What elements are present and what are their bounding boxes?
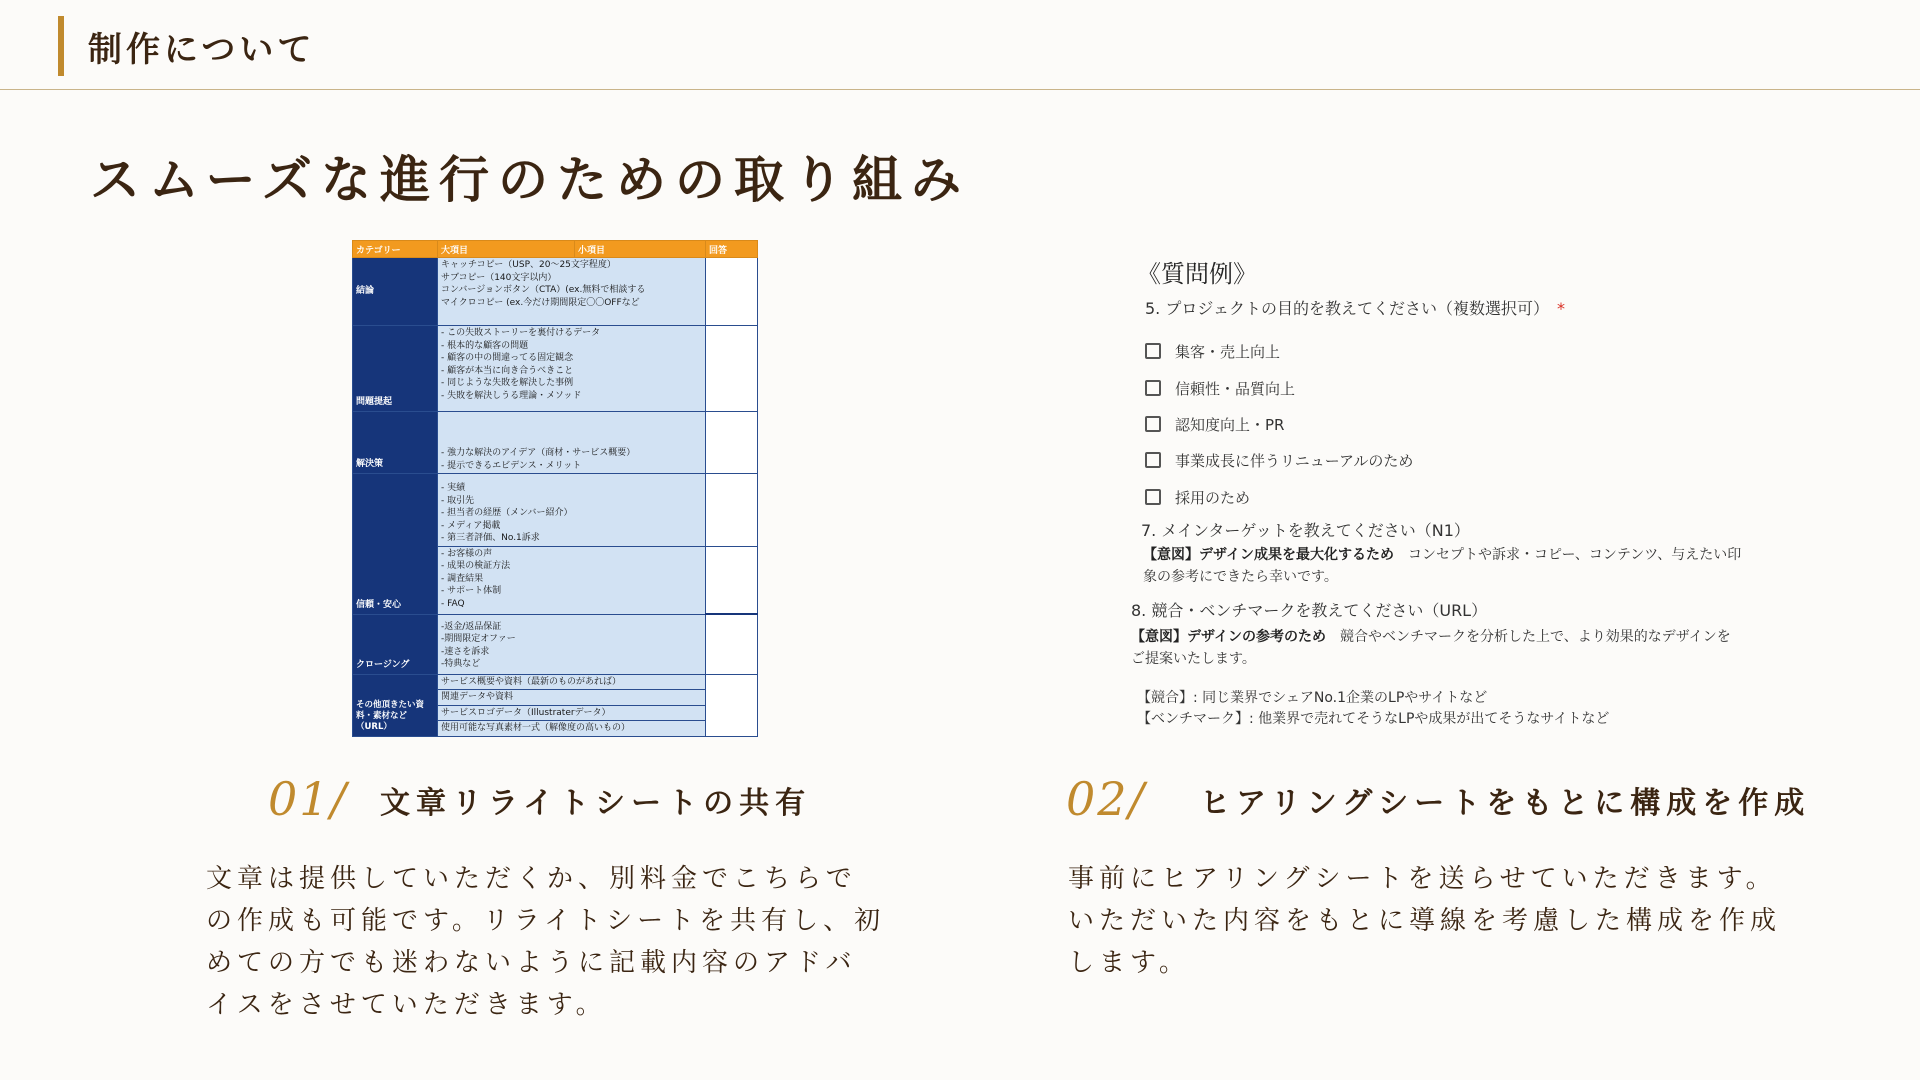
question-8: 8. 競合・ベンチマークを教えてください（URL） <box>1131 601 1488 620</box>
intent-text: 競合やベンチマークを分析した上で、より効果的なデザインをご提案いたします。 <box>1131 629 1731 667</box>
checkbox-icon[interactable] <box>1145 416 1161 432</box>
sheet-answer-cell <box>706 546 758 614</box>
sheet-row <box>353 674 758 736</box>
benchmark-note: 【ベンチマーク】: 他業界で売れてそうなLPや成果が出てそうなサイトなど <box>1137 711 1610 727</box>
intent-text: コンセプトや訴求・コピー、コンテンツ、与えたい印象の参考にできたら幸いです。 <box>1143 547 1742 585</box>
sheet-item: - この失敗ストーリーを裏付けるデータ <box>441 328 601 338</box>
sheet-item: - 顧客の中の間違ってる固定観念 <box>441 353 574 363</box>
checkbox-option[interactable] <box>1145 447 1413 473</box>
sheet-items <box>438 474 706 547</box>
sheet-header-row <box>353 241 758 258</box>
sheet-item: - 顧客が本当に向き合うべきこと <box>441 365 574 376</box>
sheet-col-answer: 回答 <box>706 241 758 258</box>
sheet-item: - 失敗を解決しうる理論・メソッド <box>441 390 582 401</box>
sheet-items <box>438 614 706 674</box>
sheet-item: 関連データや資料 <box>438 690 705 706</box>
sheet-item: マイクロコピー (ex.今だけ期間限定〇〇OFFなど <box>441 297 640 308</box>
checkbox-option[interactable] <box>1145 375 1295 401</box>
sheet-answer-cell <box>706 614 758 674</box>
sheet-item: - 強力な解決のアイデア（商材・サービス概要） <box>441 448 636 458</box>
header-accent-bar <box>58 16 64 76</box>
sheet-item: - サポート体制 <box>441 586 502 596</box>
competitor-note: 【競合】: 同じ業界でシェアNo.1企業のLPやサイトなど <box>1137 690 1488 706</box>
feature-desc-02: 事前にヒアリングシートを送らせていただきます。いただいた内容をもとに導線を考慮した構成を作成します。 <box>1068 864 1782 978</box>
sheet-item: - 実績 <box>441 483 466 493</box>
sheet-answer-cell <box>706 474 758 547</box>
sheet-items <box>438 674 706 736</box>
sheet-item: 使用可能な写真素材一式（解像度の高いもの） <box>441 723 631 733</box>
sheet-category: その他頂きたい資料・素材など（URL） <box>353 674 438 736</box>
checkbox-icon[interactable] <box>1145 380 1161 396</box>
feature-title-01: 文章リライトシートの共有 <box>380 786 812 821</box>
sheet-item: サブコピー（140文字以内） <box>441 272 557 283</box>
sheet-item: - 成果の検証方法 <box>441 561 511 571</box>
checkbox-option[interactable] <box>1145 338 1280 364</box>
checkbox-icon[interactable] <box>1145 489 1161 505</box>
feature-number-01: 01/ <box>268 772 349 826</box>
checkbox-icon[interactable] <box>1145 343 1161 359</box>
sheet-row <box>353 474 758 547</box>
question-7-intent <box>1143 544 1743 588</box>
sheet-items <box>438 326 706 412</box>
hearing-sheet-example <box>1125 248 1765 738</box>
rewrite-sheet-image <box>352 240 757 735</box>
header-divider <box>0 89 1920 90</box>
sheet-col-category: カテゴリー <box>353 241 438 258</box>
sheet-item: - 調査結果 <box>441 573 484 584</box>
sheet-col-major: 大項目 <box>438 241 575 258</box>
header-title: 制作について <box>88 30 316 70</box>
sheet-item: キャッチコピー（USP、20〜25文字程度） <box>441 260 616 270</box>
sheet-row <box>353 326 758 412</box>
sheet-answer-cell <box>706 258 758 326</box>
checkbox-icon[interactable] <box>1145 452 1161 468</box>
sheet-item: - 第三者評価、No.1訴求 <box>441 533 540 543</box>
checkbox-option[interactable] <box>1145 411 1284 437</box>
question-8-intent <box>1131 626 1731 670</box>
feature-number-02: 02/ <box>1066 772 1147 826</box>
sheet-item: - 担当者の経歴（メンバー紹介） <box>441 508 573 518</box>
sheet-items <box>438 546 706 614</box>
sheet-item: -期間限定オファー <box>441 634 516 644</box>
sheet-col-minor: 小項目 <box>575 241 706 258</box>
sheet-category: 信頼・安心 <box>353 474 438 615</box>
page-title: スムーズな進行のための取り組み <box>90 151 970 209</box>
sheet-row <box>353 614 758 674</box>
sheet-item: -特典など <box>441 659 481 669</box>
question-8-examples <box>1137 688 1737 730</box>
sheet-item: -返金/返品保証 <box>441 621 502 632</box>
sheet-item: - お客様の声 <box>441 548 493 559</box>
question-5 <box>1145 296 1565 319</box>
sheet-row <box>353 412 758 474</box>
sheet-item: - メディア掲載 <box>441 520 501 531</box>
rewrite-sheet-table <box>352 240 758 737</box>
feature-title-02: ヒアリングシートをもとに構成を作成 <box>1200 786 1811 821</box>
checkbox-option[interactable] <box>1145 484 1250 510</box>
question-example-heading: 《質問例》 <box>1137 260 1257 288</box>
sheet-item: - 根本的な顧客の問題 <box>441 340 529 351</box>
required-marker: * <box>1557 299 1566 318</box>
feature-desc-01: 文章は提供していただくか、別料金でこちらでの作成も可能です。リライトシートを共有し、初めての方でも迷わないように記載内容のアドバイスをさせていただきます。 <box>206 864 886 1020</box>
sheet-item: - 同じような失敗を解決した事例 <box>441 378 574 388</box>
sheet-row <box>353 258 758 326</box>
sheet-item: - 提示できるエビデンス・メリット <box>441 460 582 471</box>
sheet-items <box>438 258 706 326</box>
sheet-item: - 取引先 <box>441 495 475 506</box>
sheet-category: 結論 <box>353 258 438 326</box>
question-5-text: 5. プロジェクトの目的を教えてください（複数選択可） <box>1145 299 1550 318</box>
question-7: 7. メインターゲットを教えてください（N1） <box>1141 521 1470 540</box>
sheet-answer-cell <box>706 326 758 412</box>
sheet-category: クロージング <box>353 614 438 674</box>
checkbox-label: 事業成長に伴うリニューアルのため <box>1175 451 1414 470</box>
sheet-category: 問題提起 <box>353 326 438 412</box>
sheet-item: サービス概要や資料（最新のものがあれば） <box>438 675 705 691</box>
sheet-item: - FAQ <box>441 598 465 609</box>
sheet-item: -速さを訴求 <box>441 646 490 657</box>
sheet-item: サービスロゴデータ（Illustraterデータ） <box>438 706 705 722</box>
checkbox-label: 集客・売上向上 <box>1175 342 1281 361</box>
sheet-answer-cell <box>706 674 758 736</box>
checkbox-label: 信頼性・品質向上 <box>1175 379 1296 398</box>
checkbox-label: 認知度向上・PR <box>1175 415 1285 434</box>
intent-label: 【意図】デザイン成果を最大化するため <box>1143 547 1395 563</box>
checkbox-label: 採用のため <box>1175 488 1251 507</box>
sheet-items <box>438 412 706 474</box>
sheet-answer-cell <box>706 412 758 474</box>
intent-label: 【意図】デザインの参考のため <box>1131 629 1327 645</box>
sheet-category: 解決策 <box>353 412 438 474</box>
sheet-item: コンバージョンボタン（CTA）(ex.無料で相談する <box>441 285 646 295</box>
